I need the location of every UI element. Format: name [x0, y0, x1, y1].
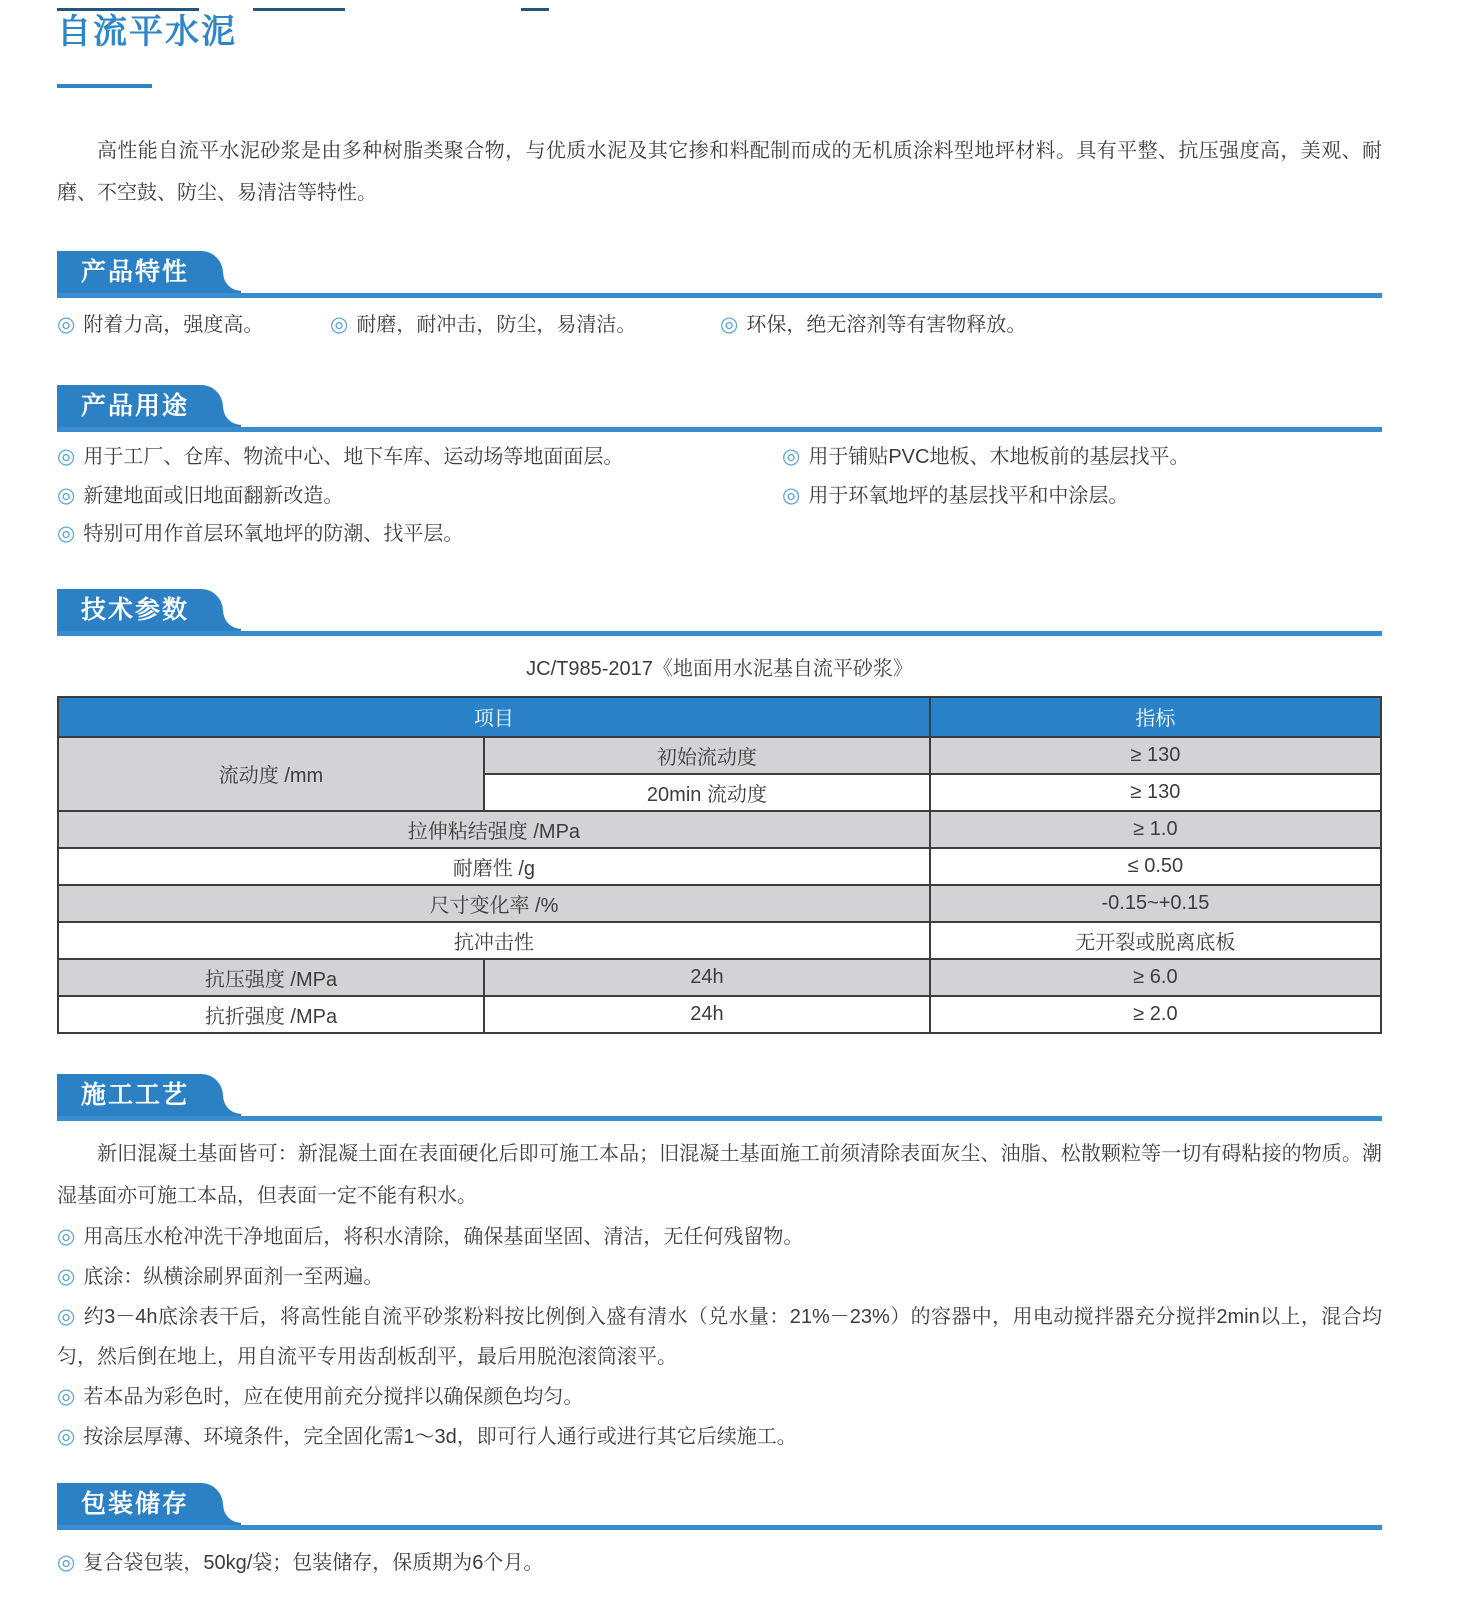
table-header-row	[58, 697, 1381, 737]
list-item	[330, 311, 720, 339]
list-item-text: 用高压水枪冲洗干净地面后，将积水清除，确保基面坚固、清洁，无任何残留物。	[83, 1225, 804, 1248]
list-item-text: 按涂层厚薄、环境条件，完全固化需1～3d，即可行人通行或进行其它后续施工。	[83, 1425, 797, 1448]
section-tab-process	[57, 1074, 223, 1116]
list-item	[57, 515, 782, 554]
process-steps-list	[57, 1217, 1382, 1457]
section-tab-packaging	[57, 1483, 223, 1525]
list-item-text: 环保，绝无溶剂等有害物释放。	[746, 314, 1027, 336]
list-item	[782, 477, 1382, 516]
cell-bond-label: 拉伸粘结强度 /MPa	[58, 811, 930, 848]
list-item	[57, 1377, 1382, 1417]
section-header-process	[57, 1074, 1382, 1121]
list-item-text: 特别可用作首层环氧地坪的防潮、找平层。	[83, 523, 464, 545]
process-intro-paragraph: 新旧混凝土基面皆可：新混凝土面在表面硬化后即可施工本品；旧混凝土基面施工前须清除表面灰尘、油脂、松散颗粒等一切有碍粘接的物质。潮湿基面亦可施工本品，但表面一定不能有积水。	[57, 1142, 1382, 1207]
table-row	[58, 922, 1381, 959]
section-title: 产品特性	[81, 258, 190, 286]
bullseye-bullet-icon: ◎	[57, 1304, 76, 1328]
cell-comp-value: ≥ 6.0	[930, 959, 1381, 996]
cell-flex-time: 24h	[484, 996, 930, 1033]
list-item	[782, 438, 1382, 477]
list-item-text: 耐磨，耐冲击，防尘，易清洁。	[356, 314, 637, 336]
section-header-tech	[57, 589, 1382, 636]
packaging-list	[57, 1548, 1382, 1578]
section-divider	[57, 1525, 1382, 1530]
bullseye-bullet-icon: ◎	[330, 313, 349, 336]
bullseye-bullet-icon: ◎	[720, 313, 739, 336]
list-item-text: 约3－4h底涂表干后，将高性能自流平砂浆粉料按比例倒入盛有清水（兑水量：21%－23%）的容器中，用电动搅拌器充分搅拌2min以上，混合均匀，然后倒在地上，用自流平专用齿刮板刮平，最后用脱泡滚筒滚平。	[57, 1305, 1383, 1368]
product-sheet-page	[0, 8, 1459, 1578]
list-item-text: 用于环氧地坪的基层找平和中涂层。	[808, 484, 1129, 507]
cell-flex-label: 抗折强度 /MPa	[58, 996, 484, 1033]
uses-list	[57, 438, 1382, 554]
bullseye-bullet-icon: ◎	[57, 1384, 76, 1408]
section-divider	[57, 631, 1382, 636]
list-item-text: 附着力高，强度高。	[83, 314, 264, 336]
section-divider	[57, 427, 1382, 432]
table-caption: JC/T985-2017《地面用水泥基自流平砂浆》	[526, 657, 913, 680]
bullseye-bullet-icon: ◎	[57, 1550, 76, 1574]
list-item	[57, 1548, 1382, 1578]
cell-flex-value: ≥ 2.0	[930, 996, 1381, 1033]
list-item-text: 用于工厂、仓库、物流中心、地下车库、运动场等地面面层。	[83, 446, 624, 468]
bullseye-bullet-icon: ◎	[57, 1424, 76, 1448]
cell-flow-20min-label: 20min 流动度	[484, 774, 930, 811]
list-item	[57, 311, 330, 339]
bullseye-bullet-icon: ◎	[57, 1264, 76, 1288]
section-tab-features	[57, 251, 223, 293]
cell-wear-label: 耐磨性 /g	[58, 848, 930, 885]
list-item-text: 用于铺贴PVC地板、木地板前的基层找平。	[808, 446, 1190, 468]
cell-dim-value: -0.15~+0.15	[930, 885, 1381, 922]
bullseye-bullet-icon: ◎	[57, 445, 76, 468]
section-header-packaging	[57, 1483, 1382, 1530]
list-item	[57, 1257, 1382, 1297]
column-header-item: 项目	[58, 697, 930, 737]
section-title: 施工工艺	[81, 1080, 190, 1109]
table-row	[58, 848, 1381, 885]
section-title: 包装储存	[81, 1489, 190, 1518]
column-header-value: 指标	[930, 697, 1381, 737]
list-item-text: 若本品为彩色时，应在使用前充分搅拌以确保颜色均匀。	[83, 1385, 584, 1408]
bullseye-bullet-icon: ◎	[57, 1224, 76, 1248]
uses-left-column	[57, 438, 782, 554]
list-item	[57, 438, 782, 477]
bullseye-bullet-icon: ◎	[57, 313, 76, 336]
list-item-text: 新建地面或旧地面翻新改造。	[83, 484, 344, 507]
cell-flow-initial-label: 初始流动度	[484, 737, 930, 774]
cell-flow-20min-value: ≥ 130	[930, 774, 1381, 811]
bullseye-bullet-icon: ◎	[782, 483, 801, 507]
cell-flow-initial-value: ≥ 130	[930, 737, 1381, 774]
cell-comp-time: 24h	[484, 959, 930, 996]
list-item	[57, 1297, 1382, 1377]
cell-comp-label: 抗压强度 /MPa	[58, 959, 484, 996]
table-row	[58, 996, 1381, 1033]
table-row	[58, 811, 1381, 848]
section-header-features	[57, 251, 1382, 298]
tech-parameters-table	[57, 696, 1382, 1034]
section-divider	[57, 1116, 1382, 1121]
bullseye-bullet-icon: ◎	[57, 483, 76, 507]
bullseye-bullet-icon: ◎	[57, 522, 76, 545]
uses-right-column	[782, 438, 1382, 554]
list-item	[57, 477, 782, 516]
cell-dim-label: 尺寸变化率 /%	[58, 885, 930, 922]
cell-flow-label: 流动度 /mm	[58, 737, 484, 811]
table-row	[58, 959, 1381, 996]
section-tab-uses	[57, 385, 223, 427]
section-title: 产品用途	[81, 392, 190, 420]
section-title: 技术参数	[81, 595, 190, 624]
list-item	[57, 1217, 1382, 1257]
cell-bond-value: ≥ 1.0	[930, 811, 1381, 848]
section-header-uses	[57, 385, 1382, 432]
section-tab-tech	[57, 589, 223, 631]
list-item	[57, 1417, 1382, 1457]
list-item	[720, 311, 1026, 339]
cell-wear-value: ≤ 0.50	[930, 848, 1381, 885]
title-underline	[57, 84, 152, 88]
section-divider	[57, 293, 1382, 298]
page-title: 自流平水泥	[57, 13, 237, 51]
page-top-artifact	[57, 8, 549, 11]
table-row	[58, 737, 1381, 774]
cell-impact-label: 抗冲击性	[58, 922, 930, 959]
list-item-text: 复合袋包装，50kg/袋；包装储存，保质期为6个月。	[83, 1551, 544, 1574]
cell-impact-value: 无开裂或脱离底板	[930, 922, 1381, 959]
intro-paragraph: 高性能自流平水泥砂浆是由多种树脂类聚合物，与优质水泥及其它掺和料配制而成的无机质涂料型地坪材料。具有平整、抗压强度高，美观、耐磨、不空鼓、防尘、易清洁等特性。	[57, 140, 1382, 204]
list-item-text: 底涂：纵横涂刷界面剂一至两遍。	[83, 1265, 384, 1288]
table-row	[58, 885, 1381, 922]
bullseye-bullet-icon: ◎	[782, 445, 801, 468]
features-list	[57, 311, 1382, 339]
